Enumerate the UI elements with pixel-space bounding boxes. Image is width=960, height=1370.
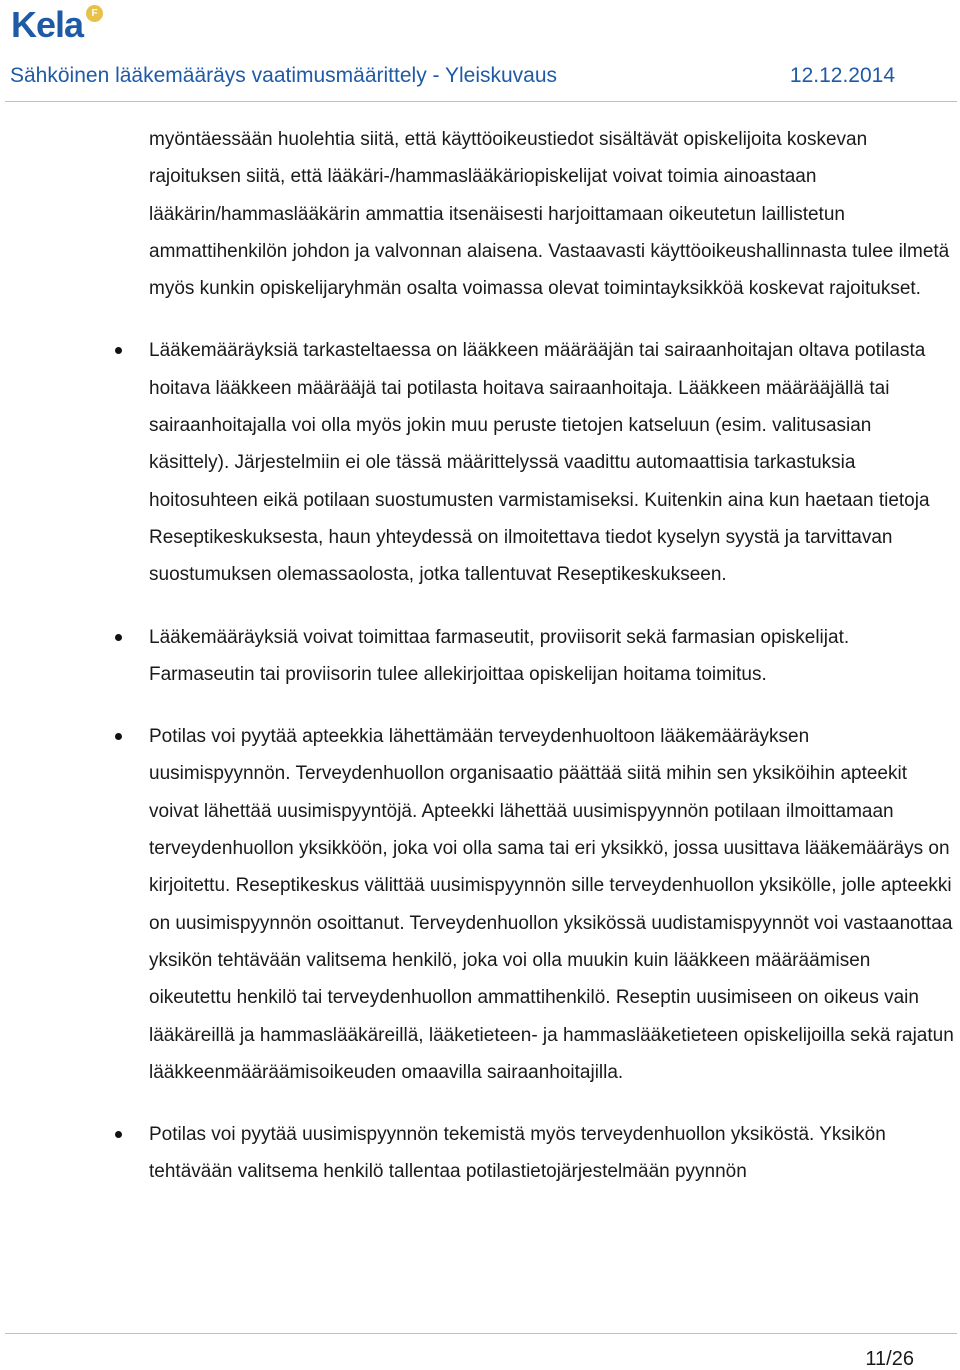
document-title: Sähköinen lääkemääräys vaatimusmäärittely - Yleiskuvaus xyxy=(10,64,558,87)
intro-paragraph: myöntäessään huolehtia siitä, että käyttöoikeustiedot sisältävät opiskelijoita koskevan rajoituksen siitä, että lääkäri-/hammaslääkäriopiskelijat voivat toimia ainoastaan lääkärin/hammaslääkärin ammattia itsenäisesti harjoittamaan oikeutetun laillistetun ammattihenkilön johdon ja valvonnan alaisena. Vastaavasti käyttöoikeushallinnasta tulee ilmetä myös kunkin opiskelijaryhmän osalta voimassa olevat toimintayksikköä koskevat rajoitukset. xyxy=(149,129,950,300)
header-divider xyxy=(5,101,957,102)
bullet-item xyxy=(149,619,954,694)
bullet-text: Lääkemääräyksiä voivat toimittaa farmaseutit, proviisorit sekä farmasian opiskelijat. Farmaseutin tai proviisorin tulee allekirjoittaa opiskelijan hoitama toimitus. xyxy=(149,626,850,685)
bullet-icon xyxy=(115,1131,122,1138)
page-header xyxy=(0,0,960,102)
bullet-item xyxy=(149,332,954,593)
bullet-icon xyxy=(115,634,122,641)
bullet-text: Potilas voi pyytää apteekkia lähettämään terveydenhuoltoon lääkemääräyksen uusimispyynnön. Terveydenhuollon organisaatio päättää siitä mihin sen yksiköihin apteekit voivat lähettää uusimispyyntöjä. Apteekki lähettää uusimispyynnön potilaan ilmoittamaan terveydenhuollon yksikköön, joka voi olla sama tai eri yksikkö, jossa uusittava lääkemääräys on kirjoitettu. Reseptikeskus välittää uusimispyynnön sille terveydenhuollon yksikölle, jolle apteekki on uusimispyynnön osoittanut. Terveydenhuollon yksikössä uudistamispyynnöt voi vastaanottaa yksikön tehtävään valitsema henkilö, joka voi olla muukin kuin lääkkeen määräämisen oikeutettu henkilö tai terveydenhuollon ammattihenkilö. Reseptin uusimiseen on oikeus vain lääkäreillä ja hammaslääkäreillä, lääketieteen- ja hammaslääketieteen opiskelijoilla sekä rajatun lääkkeenmääräämisoikeuden omaavilla sairaanhoitajilla. xyxy=(149,726,954,1083)
page-number: 11/26 xyxy=(865,1348,914,1370)
bullet-text: Lääkemääräyksiä tarkasteltaessa on lääkkeen määrääjän tai sairaanhoitajan oltava potilasta hoitava lääkkeen määrääjä tai potilasta hoitava sairaanhoitaja. Lääkkeen määrääjällä tai sairaanhoitajalla voi olla myös jokin muu peruste tietojen katseluun (esim. valitusasian käsittely). Järjestelmiin ei ole tässä määrittelyssä vaadittu automaattisia tarkastuksia hoitosuhteen eikä potilaan suostumusten varmistamiseksi. Kuitenkin aina kun haetaan tietoja Reseptikeskuksesta, haun yhteydessä on ilmoitettava tiedot kyselyn syystä ja tarvittavan suostumuksen olemassaolosta, jotka tallentuvat Reseptikeskukseen. xyxy=(149,340,930,586)
logo-mark-icon: F xyxy=(86,5,103,22)
bullet-item xyxy=(149,1116,954,1191)
document-body xyxy=(149,121,954,1191)
bullet-text: Potilas voi pyytää uusimispyynnön tekemistä myös terveydenhuollon yksiköstä. Yksikön tehtävään valitsema henkilö tallentaa potilastietojärjestelmään pyynnön xyxy=(149,1124,886,1183)
kela-logo xyxy=(11,3,101,45)
logo-text: Kela xyxy=(11,4,84,45)
bullet-item xyxy=(149,718,954,1091)
footer-divider xyxy=(5,1333,957,1334)
bullet-icon xyxy=(115,733,122,740)
document-date: 12.12.2014 xyxy=(789,64,895,87)
bullet-icon xyxy=(115,347,122,354)
